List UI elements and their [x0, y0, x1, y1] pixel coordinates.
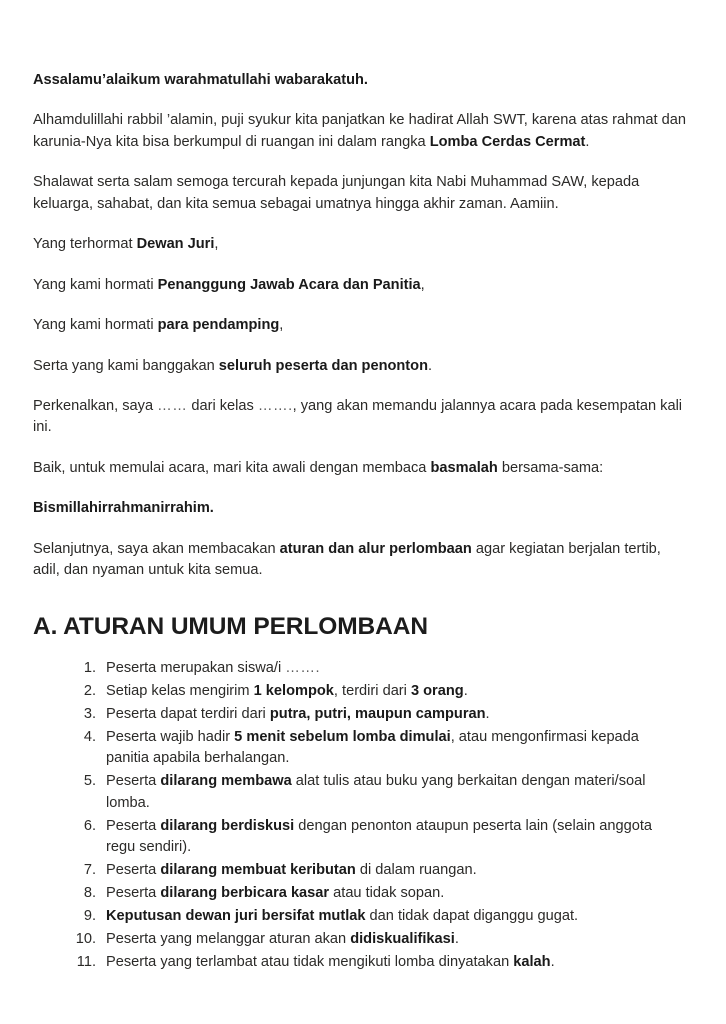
body-text: di dalam ruangan. [355, 861, 477, 878]
body-text: Peserta merupakan siswa/i [106, 659, 286, 676]
list-item [57, 883, 660, 904]
body-text: . [454, 930, 459, 947]
list-item [57, 658, 660, 679]
body-text: Setiap kelas mengirim [106, 682, 254, 699]
paragraph-basmalah-invite [33, 458, 690, 479]
emphasis-text: seluruh peserta dan penonton [218, 357, 428, 374]
body-text: , terdiri dari [333, 682, 411, 699]
body-text: . [463, 682, 468, 699]
rules-list [57, 658, 660, 973]
list-item [57, 816, 660, 859]
emphasis-text: putra, putri, maupun campuran [269, 705, 486, 722]
body-text: alat tulis atau buku yang berkaitan dengan materi/soal lomba. [106, 773, 646, 811]
document-body [33, 70, 690, 973]
body-text: atau tidak sopan. [329, 884, 445, 901]
body-text: Peserta dapat terdiri dari [106, 705, 270, 722]
emphasis-text: didiskualifikasi [350, 930, 455, 947]
body-text: . [585, 133, 590, 150]
body-text: Perkenalkan, saya [33, 397, 158, 414]
paragraph-shalawat [33, 172, 690, 215]
paragraph-honor-jury [33, 234, 690, 255]
body-text: dari kelas [187, 397, 258, 414]
body-text: dengan penonton ataupun peserta lain (selain anggota regu sendiri). [106, 817, 653, 855]
list-item [57, 704, 660, 725]
list-item [57, 727, 660, 770]
body-text: Peserta yang terlambat atau tidak mengikuti lomba dinyatakan [106, 953, 514, 970]
body-text: Baik, untuk memulai acara, mari kita awali dengan membaca [33, 459, 431, 476]
body-text: bersama-sama: [497, 459, 604, 476]
paragraph-greeting [33, 70, 690, 91]
emphasis-text: dilarang berdiskusi [160, 817, 295, 834]
page-title: A. ATURAN UMUM PERLOMBAAN [33, 612, 428, 640]
body-text: , atau mengonfirmasi kepada panitia apabila berhalangan. [106, 728, 639, 767]
rules-list-wrapper [33, 658, 690, 973]
paragraph-honor-committee [33, 275, 690, 296]
paragraph-basmalah [33, 498, 690, 519]
emphasis-text: Dewan Juri [136, 236, 215, 253]
body-text: . [428, 357, 433, 374]
list-item [57, 860, 660, 881]
emphasis-text: Lomba Cerdas Cermat [429, 133, 586, 150]
paragraph-praise [33, 110, 690, 153]
emphasis-text: dilarang membawa [160, 773, 292, 790]
body-text: Shalawat serta salam semoga tercurah kepada junjungan kita Nabi Muhammad SAW, kepada keluarga, sahabat, dan kita semua sebagai umatnya hingga akhir zaman. Aamiin. [33, 174, 640, 212]
emphasis-text: Assalamu’alaikum warahmatullahi wabarakatuh. [33, 72, 368, 88]
body-text: , [420, 276, 425, 293]
paragraph-block [33, 70, 690, 582]
paragraph-honor-participants [33, 356, 690, 377]
body-text: Yang kami hormati [33, 276, 158, 293]
body-text: Yang kami hormati [33, 317, 158, 334]
list-item [57, 771, 660, 814]
body-text: Peserta [106, 817, 161, 834]
body-text: . [550, 953, 555, 970]
body-text: , [279, 317, 284, 334]
paragraph-honor-chaperones [33, 315, 690, 336]
blank-placeholder: …… [157, 397, 188, 414]
paragraph-introduction [33, 396, 690, 439]
emphasis-text: 5 menit sebelum lomba dimulai [234, 728, 451, 745]
body-text: Peserta [106, 884, 161, 901]
body-text: Peserta [106, 773, 161, 790]
body-text: . [485, 705, 490, 722]
body-text: Serta yang kami banggakan [33, 357, 219, 374]
emphasis-text: dilarang berbicara kasar [160, 884, 330, 901]
blank-placeholder: ……. [285, 659, 321, 676]
body-text: Peserta wajib hadir [106, 728, 235, 745]
body-text: Selanjutnya, saya akan membacakan [33, 540, 280, 557]
emphasis-text: aturan dan alur perlombaan [279, 540, 472, 557]
list-item [57, 681, 660, 702]
emphasis-text: kalah [513, 953, 551, 970]
blank-placeholder: ……. [257, 397, 293, 414]
body-text: Peserta yang melanggar aturan akan [106, 930, 351, 947]
body-text: Alhamdulillahi rabbil ’alamin, puji syukur kita panjatkan ke hadirat Allah SWT, karena atas rahmat dan karunia-Nya kita bisa berkumpul di ruangan ini dalam rangka [33, 112, 687, 150]
list-item [57, 906, 660, 927]
body-text: dan tidak dapat diganggu gugat. [365, 907, 579, 924]
list-item [57, 952, 660, 973]
body-text: , yang akan memandu jalannya acara pada kesempatan kali ini. [33, 397, 683, 436]
body-text: , [214, 236, 219, 253]
emphasis-text: Keputusan dewan juri bersifat mutlak [106, 907, 366, 924]
emphasis-text: 1 kelompok [253, 682, 334, 699]
body-text: agar kegiatan berjalan tertib, adil, dan nyaman untuk kita semua. [33, 540, 661, 579]
emphasis-text: Bismillahirrahmanirrahim. [33, 500, 214, 517]
emphasis-text: dilarang membuat keributan [160, 861, 356, 878]
emphasis-text: 3 orang [410, 682, 464, 699]
emphasis-text: basmalah [430, 459, 498, 476]
body-text: Peserta [106, 861, 161, 878]
paragraph-rules-intro [33, 539, 690, 582]
body-text: Yang terhormat [33, 236, 137, 253]
list-item [57, 929, 660, 950]
emphasis-text: para pendamping [157, 317, 280, 334]
emphasis-text: Penanggung Jawab Acara dan Panitia [157, 276, 421, 293]
